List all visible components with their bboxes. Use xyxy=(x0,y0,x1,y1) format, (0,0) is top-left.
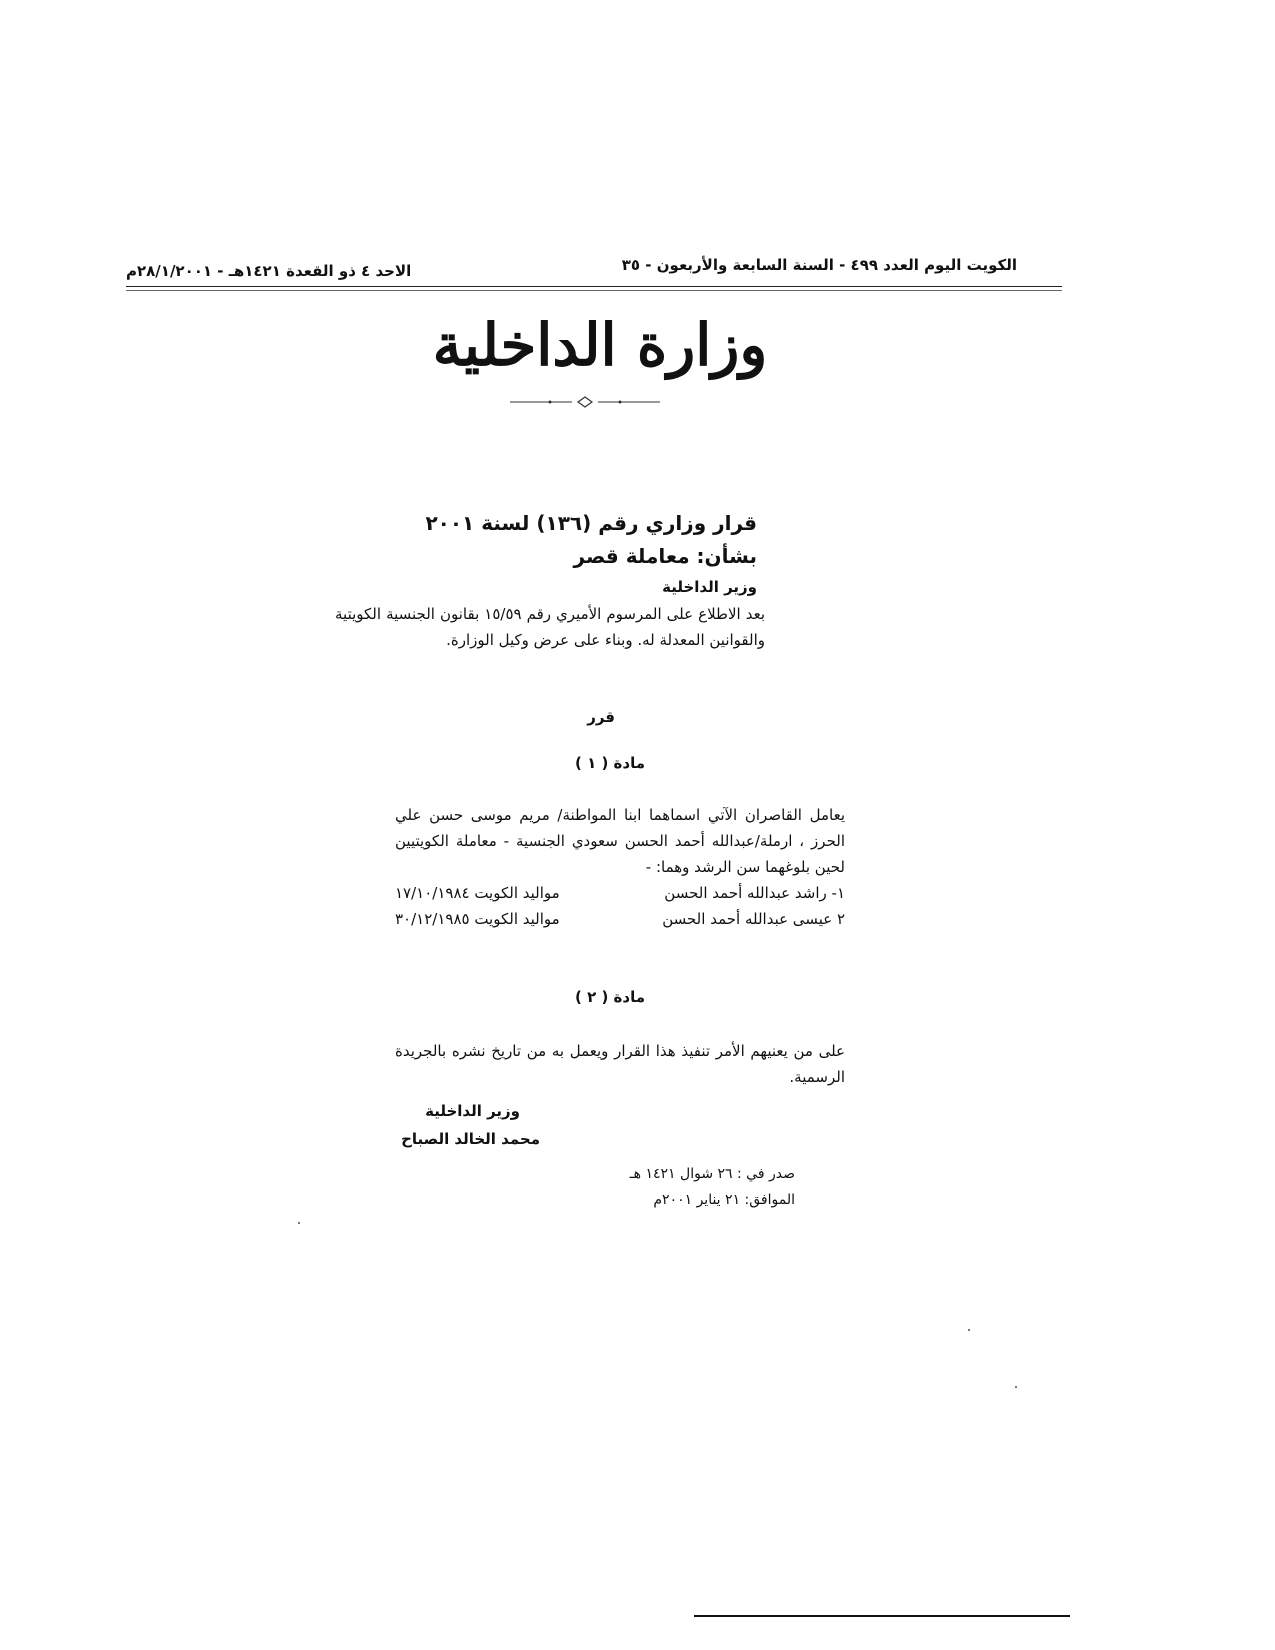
gazette-issue-line: الكويت اليوم العدد ٤٩٩ - السنة السابعة والأربعون - ٣٥ xyxy=(621,256,1017,274)
signatory-name: محمد الخالد الصباح xyxy=(401,1130,540,1148)
footer-divider xyxy=(694,1615,1070,1617)
decided-heading: قرر xyxy=(587,708,615,726)
ministry-title: وزارة الداخلية xyxy=(432,311,768,379)
minors-list xyxy=(395,880,845,932)
gazette-date-line: الاحد ٤ ذو القعدة ١٤٢١هـ - ٢٨/١/٢٠٠١م xyxy=(126,262,412,280)
signatory-title: وزير الداخلية xyxy=(425,1102,520,1120)
list-item xyxy=(395,906,845,932)
scan-speck xyxy=(298,1222,300,1224)
header-divider xyxy=(126,286,1062,287)
issued-date-gregorian: الموافق: ٢١ يناير ٢٠٠١م xyxy=(653,1192,795,1208)
article-2-body: على من يعنيهم الأمر تنفيذ هذا القرار ويعمل به من تاريخ نشره بالجريدة الرسمية. xyxy=(395,1042,845,1086)
decision-subject: بشأن: معاملة قصر xyxy=(573,544,757,568)
scan-speck xyxy=(968,1329,970,1331)
minor-name: ١- راشد عبدالله أحمد الحسن xyxy=(664,884,845,902)
issued-date-hijri: صدر في : ٢٦ شوال ١٤٢١ هـ xyxy=(629,1166,795,1182)
list-item xyxy=(395,880,845,906)
minor-name: ٢ عيسى عبدالله أحمد الحسن xyxy=(662,910,845,928)
issuer-heading: وزير الداخلية xyxy=(662,578,757,596)
scan-speck xyxy=(1015,1386,1017,1388)
decision-title: قرار وزاري رقم (١٣٦) لسنة ٢٠٠١ xyxy=(425,511,757,535)
article-1-body: يعامل القاصران الآتي اسماهما ابنا المواطنة/ مريم موسى حسن علي الحرز ، ارملة/عبدالله أحمد الحسن سعودي الجنسية - معاملة الكويتيين لحين بلوغهما سن الرشد وهما: - xyxy=(395,806,845,876)
minor-birth: مواليد الكويت ٣٠/١٢/١٩٨٥ xyxy=(395,910,560,928)
article-2-heading: مادة ( ٢ ) xyxy=(574,988,645,1006)
ornament-divider-icon xyxy=(510,396,660,408)
minor-birth: مواليد الكويت ١٧/١٠/١٩٨٤ xyxy=(395,884,560,902)
article-1-heading: مادة ( ١ ) xyxy=(574,754,645,772)
preamble-paragraph: بعد الاطلاع على المرسوم الأميري رقم ١٥/٥٩ بقانون الجنسية الكويتية والقوانين المعدلة له. وبناء على عرض وكيل الوزارة. xyxy=(335,605,765,649)
header-divider-secondary xyxy=(126,290,1062,291)
